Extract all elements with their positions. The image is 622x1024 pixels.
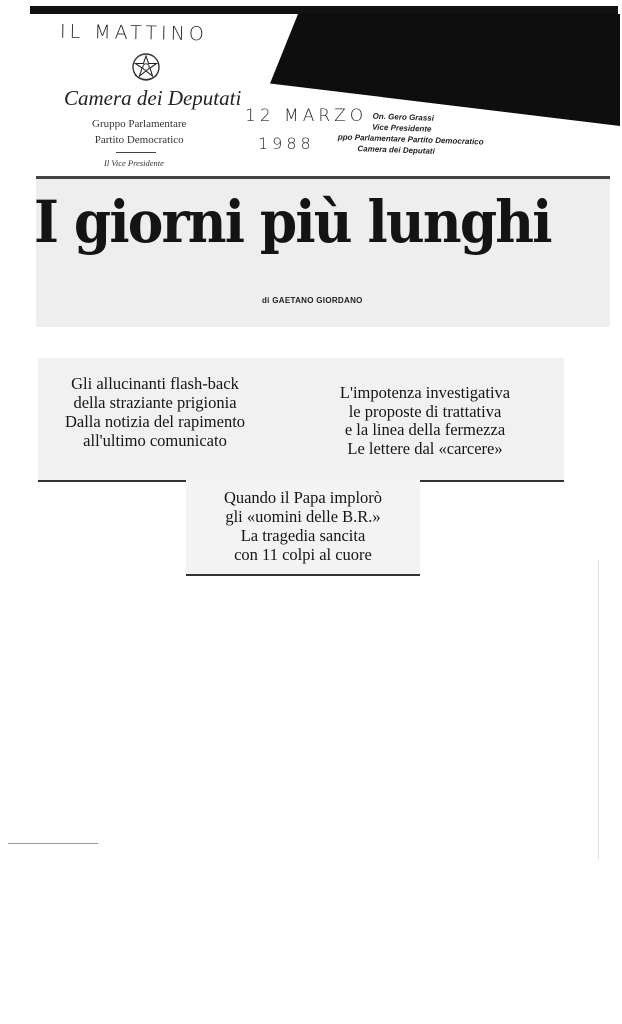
handwritten-date: 12 MARZO — [245, 106, 368, 126]
subhead-line: Le lettere dal «carcere» — [347, 438, 503, 458]
handwritten-year: 1988 — [258, 134, 315, 153]
stamp-line-2: Vice Presidente — [372, 122, 432, 134]
chamber-name: Camera dei Deputati — [64, 86, 242, 110]
subhead-line: della straziante prigionia — [73, 393, 237, 412]
subhead-line: all'ultimo comunicato — [83, 431, 227, 450]
subhead-line: Dalla notizia del rapimento — [64, 412, 246, 431]
subhead-line: L'impotenza investigativa — [339, 383, 511, 402]
scan-top-border — [30, 6, 618, 14]
subhead-line: con 11 colpi al cuore — [234, 545, 372, 564]
subhead-left — [40, 374, 270, 450]
stamp-line-1: On. Gero Grassi — [372, 111, 435, 123]
italian-republic-emblem-icon — [129, 50, 163, 84]
handwritten-newspaper-name: IL MATTINO — [59, 20, 208, 46]
stamp-line-3: ppo Parlamentare Partito Democratico — [337, 132, 484, 147]
subhead-line: le proposte di trattativa — [348, 401, 502, 421]
group-line-2: Partito Democratico — [94, 134, 184, 146]
byline — [262, 296, 363, 305]
byline-prefix: di — [262, 296, 270, 305]
byline-author: GAETANO GIORDANO — [272, 296, 363, 305]
office-stamp — [337, 109, 484, 158]
subhead-right — [296, 384, 554, 458]
scan-edge-line — [598, 560, 599, 860]
stamp-line-4: Camera dei Deputati — [357, 144, 435, 156]
subhead-center — [186, 488, 420, 564]
subhead-line: Gli allucinanti flash-back — [71, 374, 239, 393]
subhead-line: La tragedia sancita — [240, 526, 366, 545]
subhead-line: e la linea della fermezza — [344, 420, 506, 439]
group-line-1: Gruppo Parlamentare — [92, 118, 187, 130]
parliamentary-group — [92, 116, 186, 148]
subhead-line: gli «uomini delle B.R.» — [225, 507, 381, 526]
subhead-line: Quando il Papa implorò — [223, 488, 383, 507]
vice-president-label: Il Vice Presidente — [104, 158, 164, 168]
scan-artifact-line — [8, 843, 98, 844]
divider — [116, 152, 156, 153]
article-headline: I giorni più lunghi — [34, 188, 551, 256]
